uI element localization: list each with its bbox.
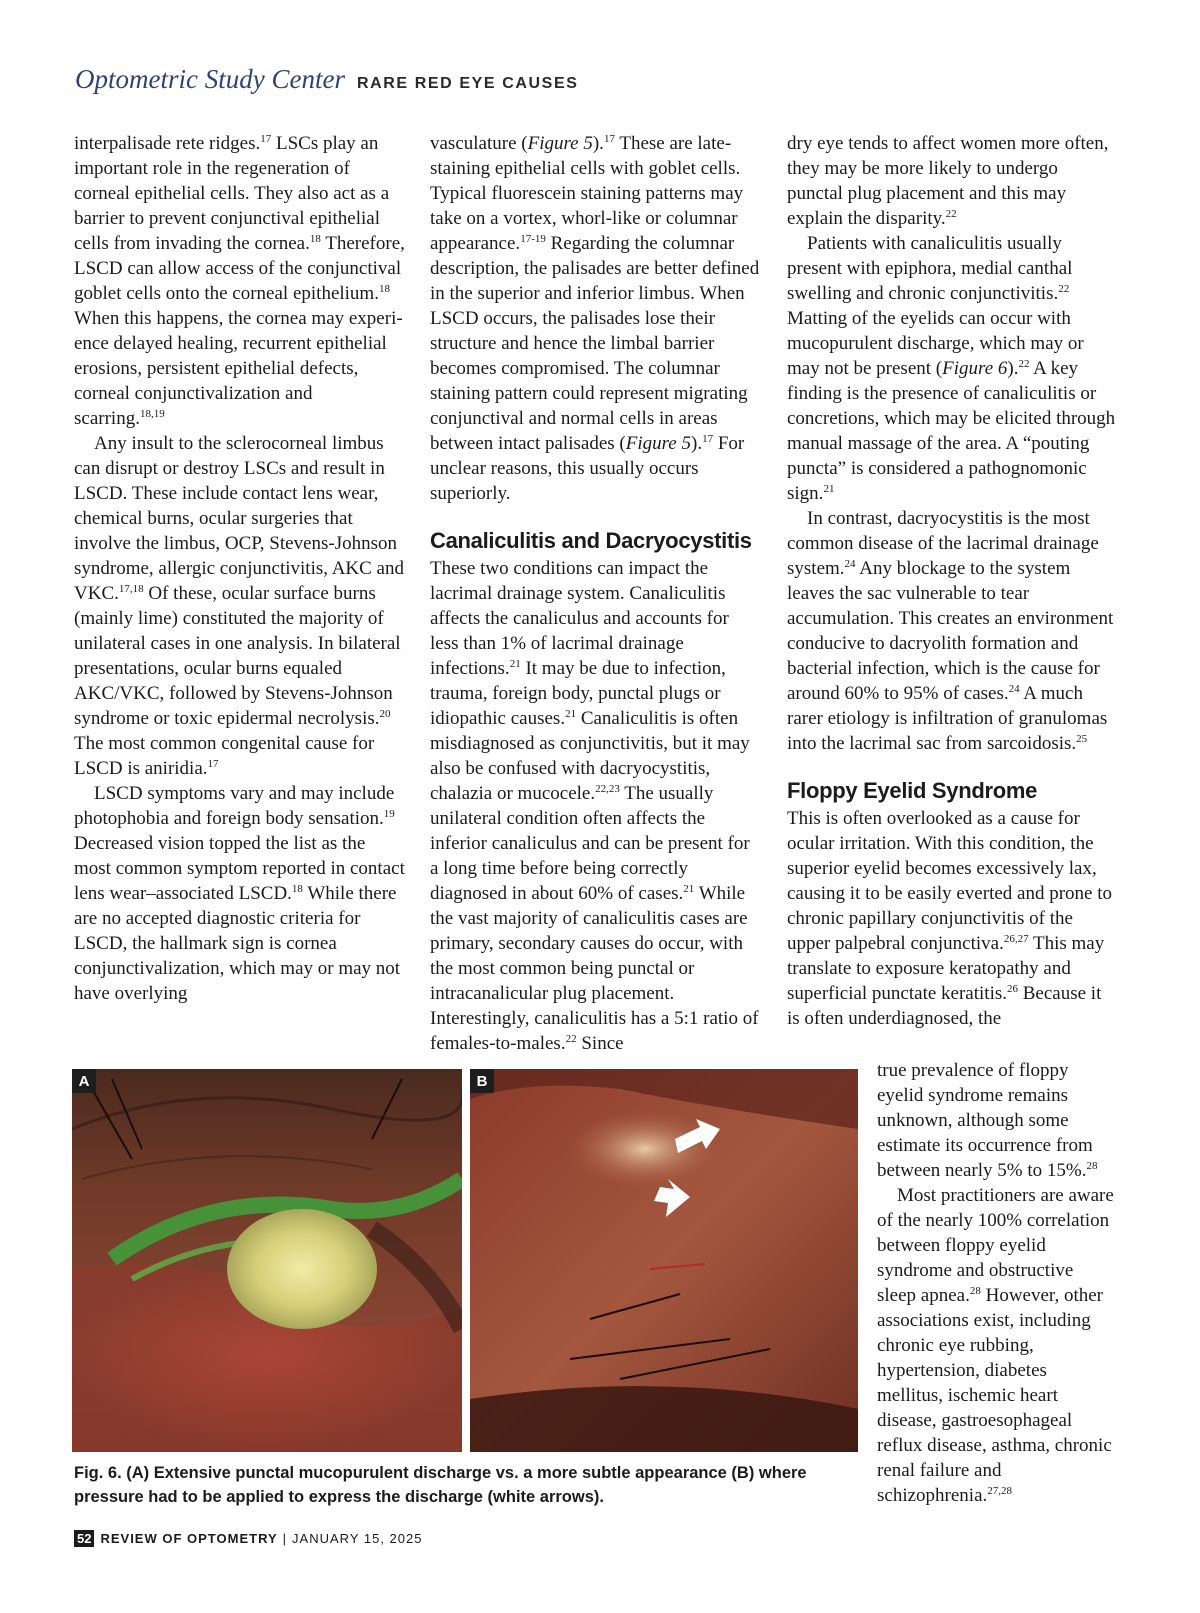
figure-caption: Fig. 6. (A) Extensive punctal mucopurulent discharge vs. a more subtle appearance (B) where pressure had to be applied to express the discharge (white arrows). [74,1464,807,1506]
paragraph: dry eye tends to affect women more often, they may be more likely to undergo punctal plug placement and this may explain the disparity.$^{22}$ [787,133,1109,229]
footer-separator: | [282,1531,288,1546]
figure-label-a: A [72,1069,96,1093]
section-title: RARE RED EYE CAUSES [356,75,579,92]
paragraph: interpalisade rete ridges.$^{17}$ LSCs play an important role in the regeneration of corneal epithelial cells. They also act as a barrier to prevent conjunctival epithelial cells from invading the cornea.$^{18}$ Therefore, LSCD can allow access of the conjunctival goblet cells onto the corneal epithelium.$^{18}$ When this happens, the cornea may experience delayed healing, recurrent epithelial erosions, persistent epithelial defects, corneal conjunctivalization and scarring.$^{18,19}$ [74,133,405,429]
figure-6a-photo [72,1069,462,1452]
paragraph: These two conditions can impact the lacrimal drainage system. Canaliculitis affects the canaliculus and accounts for less than 1% of lacrimal drainage infections.$^{21}$ It may be due to infection, trauma, foreign body, punctal plugs or idiopathic causes.$^{21}$ Canaliculitis is often misdiagnosed as conjunctivitis, but it may also be confused with dacryocystitis, chalazia or mucocele.$^{22,23}$ The usually unilateral condition often affects the inferior canaliculus and can be present for a long time before being correctly diagnosed in about 60% of cases.$^{21}$ While the vast majority of canaliculitis cases are primary, secondary causes do occur, with the most common being punctal or intracanalicular plug placement. Interestingly, canaliculitis has a 5:1 ratio of females-to-males.$^{22}$ Since [430,558,759,1054]
page-footer [74,1530,422,1547]
section-heading: Floppy Eyelid Syndrome [787,778,1038,803]
page-number: 52 [74,1530,94,1547]
figure-6b-photo [470,1069,858,1452]
brand-title: Optometric Study Center [75,64,345,94]
column-3-wrap [877,1058,1117,1508]
paragraph: Most practitioners are aware of the nearly 100% correlation between floppy eyelid syndrome and obstructive sleep apnea.$^{28}$ However, other associations exist, including chronic eye rubbing, hypertension, diabetes mellitus, ischemic heart disease, gastroesophageal reflux disease, asthma, chronic renal failure and schizophrenia.$^{27,28}$ [877,1185,1114,1506]
column-1 [74,131,406,1006]
issue-date: JANUARY 15, 2025 [292,1531,423,1546]
magazine-name: REVIEW OF OPTOMETRY [100,1531,278,1546]
paragraph: This is often overlooked as a cause for ocular irritation. With this condition, the superior eyelid becomes excessively lax, causing it to be easily everted and prone to chronic papillary conjunctivitis of the upper palpebral conjunctiva.$^{26,27}$ This may translate to exposure keratopathy and superficial punctate keratitis.$^{26}$ Because it is often underdiagnosed, the [787,808,1113,1029]
paragraph: vasculature (Figure 5).$^{17}$ These are late-staining epithelial cells with goblet cells. Typical fluorescein staining patterns may take on a vortex, whorl-like or columnar appearance.$^{17-19}$ Regarding the columnar description, the palisades are better defined in the superior and inferior limbus. When LSCD occurs, the palisades lose their structure and hence the limbal barrier becomes compromised. The columnar staining pattern could represent migrating conjunctival and normal cells in areas between intact palisades (Figure 5).$^{17}$ For unclear reasons, this usually occurs superiorly. [430,133,760,504]
running-header [75,64,579,104]
figure-reference: Figure 5 [625,433,691,454]
figure-reference: Figure 5 [527,133,593,154]
figure-reference: Figure 6 [942,358,1008,379]
paragraph: Patients with canaliculitis usually present with epiphora, medial canthal swelling and chronic conjunctivitis.$^{22}$ Matting of the eyelids can occur with mucopurulent discharge, which may or may not be present (Figure 6).$^{22}$ A key finding is the presence of canaliculitis or concretions, which may be elicited through manual massage of the area. A “pouting puncta” is considered a pathognomonic sign.$^{21}$ [787,233,1116,504]
paragraph: true prevalence of floppy eyelid syndrome remains unknown, although some estimate its occurrence from between nearly 5% to 15%.$^{28}$ [877,1060,1098,1181]
column-2 [430,131,762,1056]
paragraph: LSCD symptoms vary and may include photophobia and foreign body sensation.$^{19}$ Decreased vision topped the list as the most common symptom reported in contact lens wear–associated LSCD.$^{18}$ While there are no accepted diagnostic criteria for LSCD, the hallmark sign is cornea conjunctivalization, which may or may not have overlying [74,783,405,1004]
paragraph: In contrast, dacryocystitis is the most common disease of the lacrimal drainage system.$^{24}$ Any blockage to the system leaves the sac vulnerable to tear accumulation. This creates an environment conducive to dacryolith formation and bacterial infection, which is the cause for around 60% to 95% of cases.$^{24}$ A much rarer etiology is infiltration of granulomas into the lacrimal sac from sarcoidosis.$^{25}$ [787,508,1114,754]
figure-label-b: B [470,1069,494,1093]
section-heading: Canaliculitis and Dacryocystitis [430,528,752,553]
paragraph: Any insult to the sclerocorneal limbus can disrupt or destroy LSCs and result in LSCD. These include contact lens wear, chemical burns, ocular surgeries that involve the limbus, OCP, Stevens-Johnson syndrome, allergic conjunctivitis, AKC and VKC.$^{17,18}$ Of these, ocular surface burns (mainly lime) constituted the majority of unilateral cases in one analysis. In bilateral presentations, ocular burns equaled AKC/VKC, followed by Stevens-Johnson syndrome or toxic epidermal necrolysis.$^{20}$ The most common congenital cause for LSCD is aniridia.$^{17}$ [74,433,404,779]
column-3 [787,131,1117,1031]
